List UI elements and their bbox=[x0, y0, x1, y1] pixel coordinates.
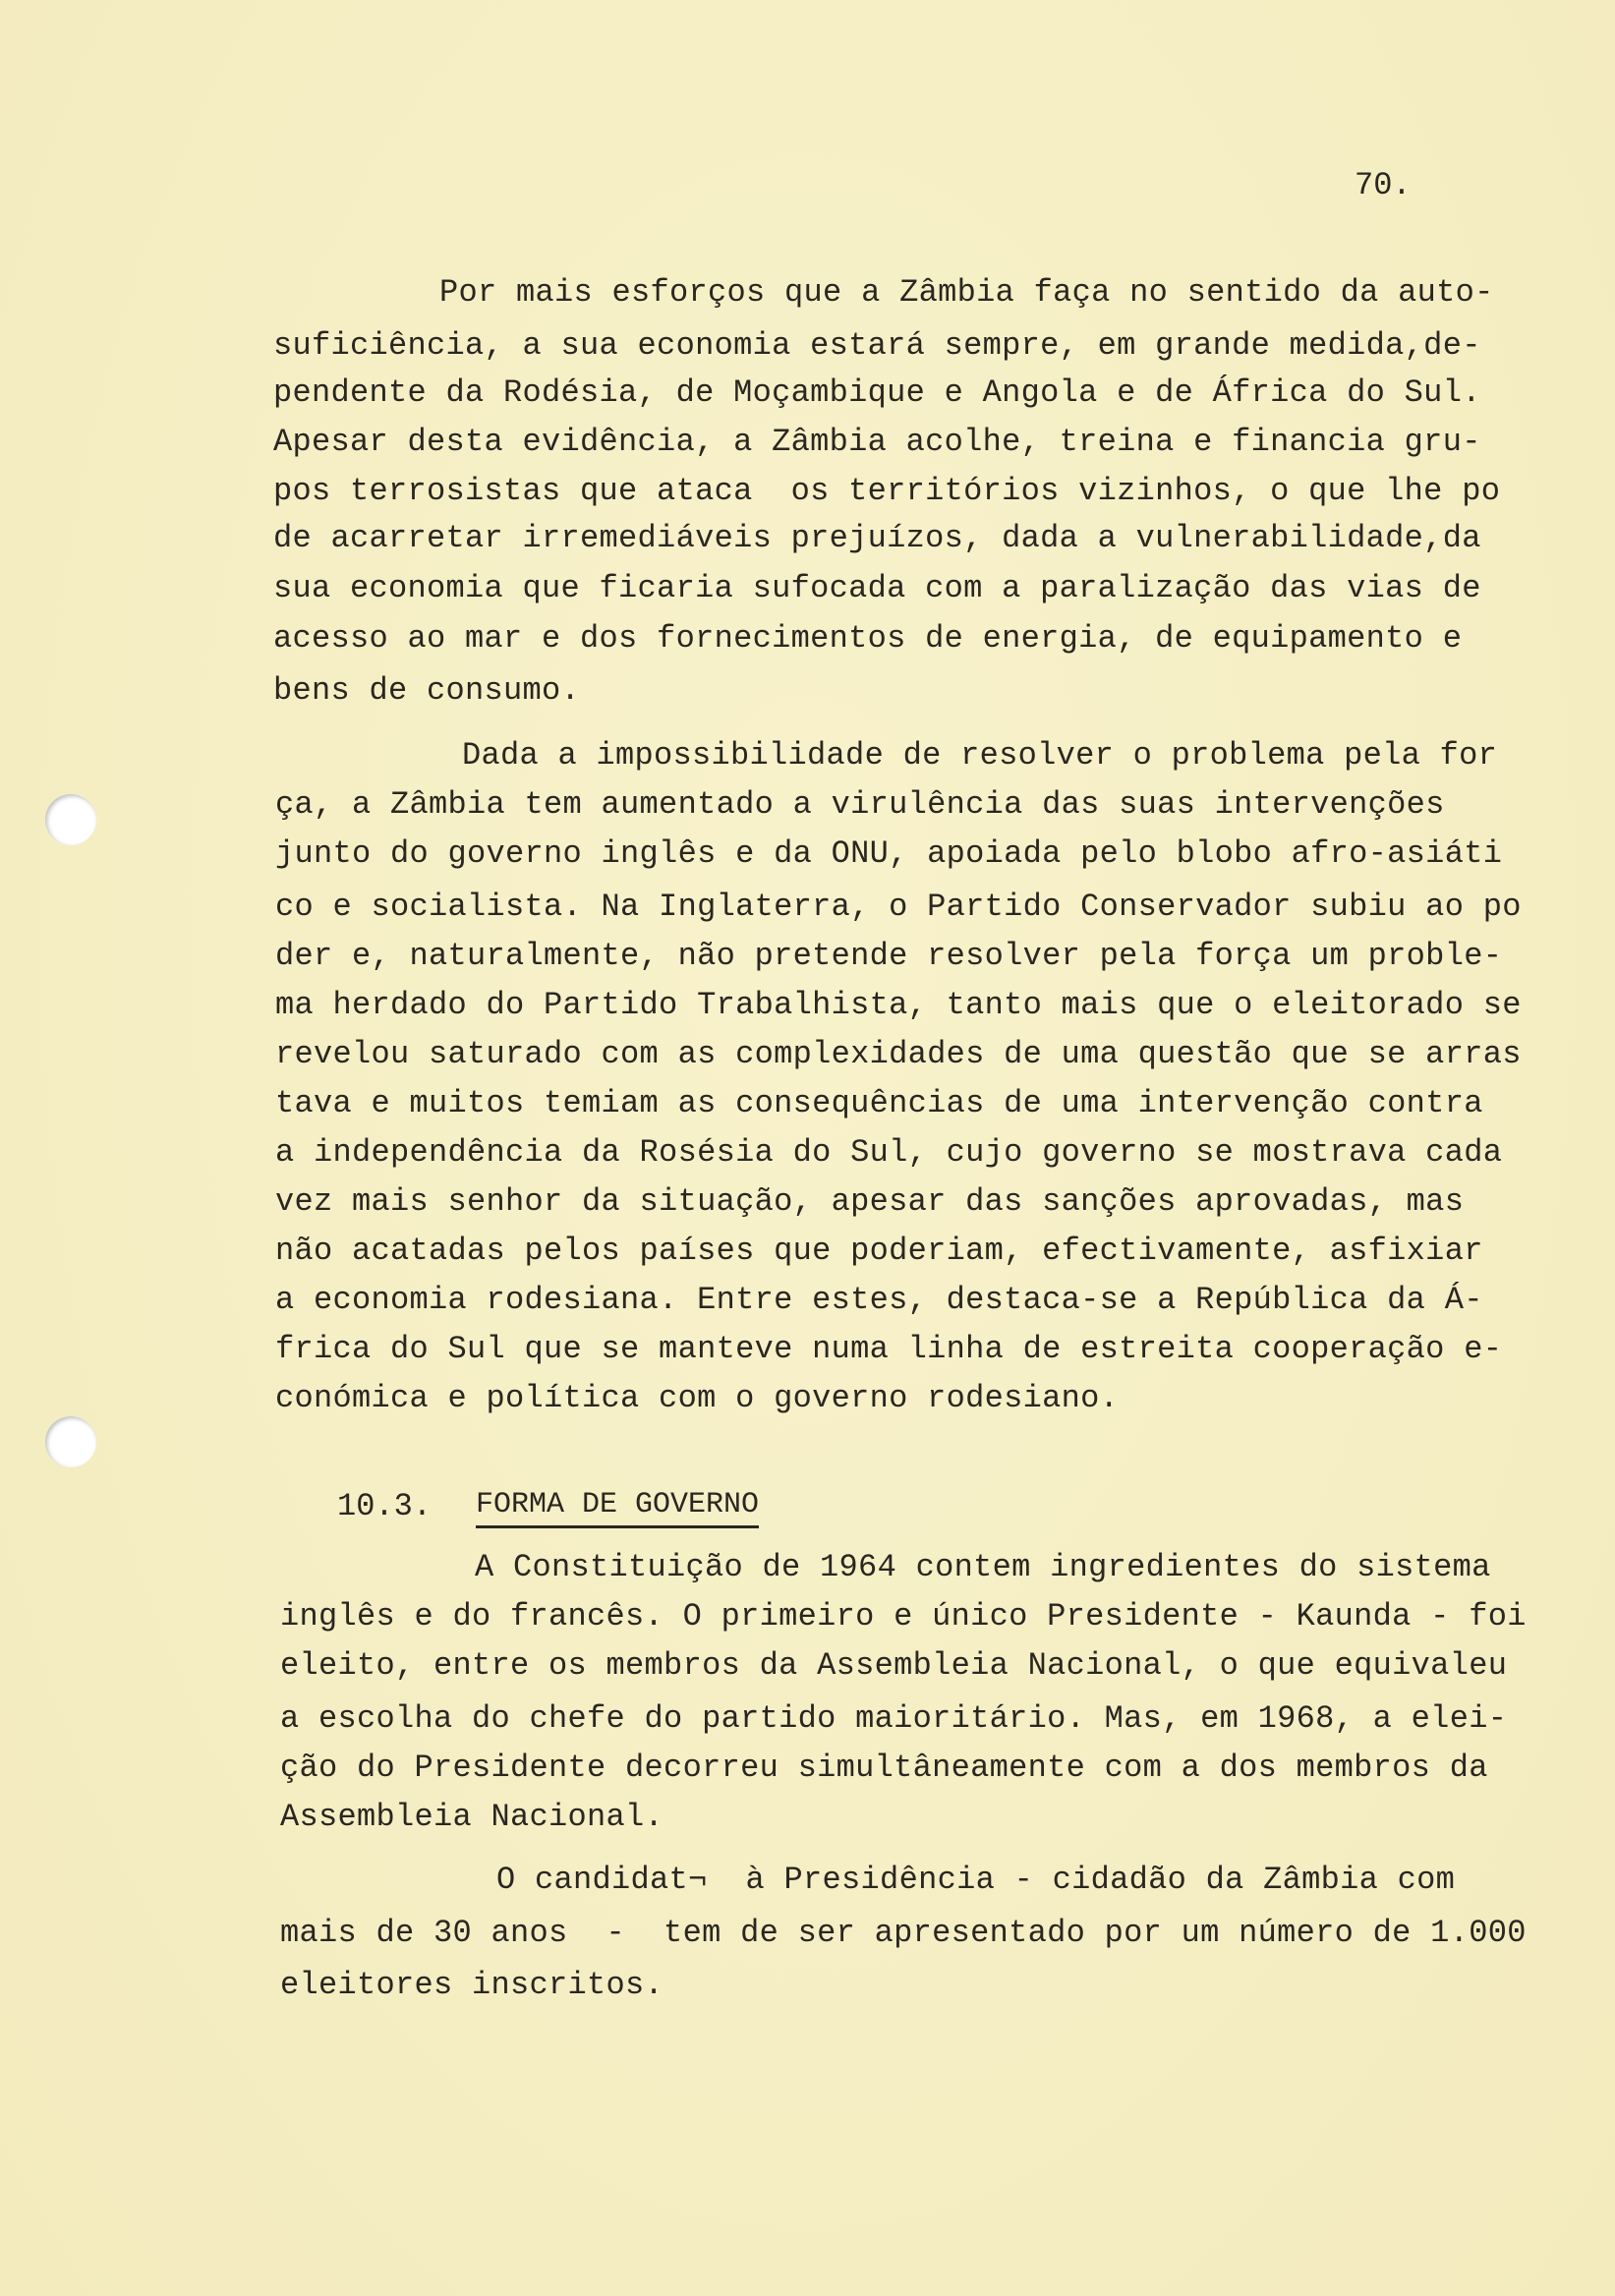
text-line: sua economia que ficaria sufocada com a paralização das vias de bbox=[273, 570, 1481, 606]
text-line: inglês e do francês. O primeiro e único Presidente - Kaunda - foi bbox=[280, 1598, 1527, 1635]
text-line: a economia rodesiana. Entre estes, destaca-se a República da Á- bbox=[275, 1282, 1483, 1318]
text-line: ça, a Zâmbia tem aumentado a virulência das suas intervenções bbox=[275, 786, 1445, 823]
text-line: pendente da Rodésia, de Moçambique e Angola e de África do Sul. bbox=[273, 374, 1481, 411]
text-line: der e, naturalmente, não pretende resolver pela força um proble- bbox=[275, 938, 1503, 974]
text-line: Assembleia Nacional. bbox=[280, 1799, 664, 1835]
text-line: ma herdado do Partido Trabalhista, tanto mais que o eleitorado se bbox=[275, 987, 1522, 1023]
punch-hole bbox=[45, 1416, 96, 1467]
text-line: bens de consumo. bbox=[273, 672, 581, 709]
text-line: pos terrosistas que ataca os territórios vizinhos, o que lhe po bbox=[273, 473, 1501, 509]
text-line: a escolha do chefe do partido maioritário. Mas, em 1968, a elei- bbox=[280, 1700, 1508, 1737]
text-line: eleitores inscritos. bbox=[280, 1967, 664, 2003]
text-line: de acarretar irremediáveis prejuízos, dada a vulnerabilidade,da bbox=[273, 520, 1481, 556]
punch-hole bbox=[45, 794, 96, 845]
text-line: ção do Presidente decorreu simultâneamente com a dos membros da bbox=[280, 1750, 1488, 1786]
text-line: a independência da Rosésia do Sul, cujo governo se mostrava cada bbox=[275, 1134, 1503, 1171]
text-line: O candidat¬ à Presidência - cidadão da Zâmbia com bbox=[496, 1862, 1456, 1898]
text-line: junto do governo inglês e da ONU, apoiada pelo blobo afro-asiáti bbox=[275, 835, 1503, 872]
text-line: eleito, entre os membros da Assembleia Nacional, o que equivaleu bbox=[280, 1647, 1508, 1684]
text-line: revelou saturado com as complexidades de uma questão que se arras bbox=[275, 1036, 1522, 1072]
text-line: frica do Sul que se manteve numa linha de estreita cooperação e- bbox=[275, 1331, 1503, 1367]
text-line: não acatadas pelos países que poderiam, efectivamente, asfixiar bbox=[275, 1233, 1483, 1269]
page-number: 70. bbox=[1355, 167, 1412, 203]
section-title: FORMA DE GOVERNO bbox=[476, 1488, 759, 1528]
text-line: vez mais senhor da situação, apesar das sanções aprovadas, mas bbox=[275, 1183, 1465, 1220]
text-line: tava e muitos temiam as consequências de uma intervenção contra bbox=[275, 1085, 1483, 1121]
text-line: Por mais esforços que a Zâmbia faça no sentido da auto- bbox=[439, 274, 1494, 311]
section-number: 10.3. bbox=[337, 1488, 433, 1524]
text-line: suficiência, a sua economia estará sempre, em grande medida,de- bbox=[273, 327, 1481, 364]
text-line: Apesar desta evidência, a Zâmbia acolhe, treina e financia gru- bbox=[273, 424, 1481, 460]
text-line: A Constituição de 1964 contem ingredientes do sistema bbox=[475, 1549, 1491, 1585]
text-line: conómica e política com o governo rodesiano. bbox=[275, 1380, 1120, 1416]
text-line: co e socialista. Na Inglaterra, o Partido Conservador subiu ao po bbox=[275, 889, 1522, 925]
text-line: Dada a impossibilidade de resolver o problema pela for bbox=[462, 737, 1498, 774]
text-line: mais de 30 anos - tem de ser apresentado por um número de 1.000 bbox=[280, 1915, 1527, 1951]
text-line: acesso ao mar e dos fornecimentos de energia, de equipamento e bbox=[273, 620, 1463, 657]
